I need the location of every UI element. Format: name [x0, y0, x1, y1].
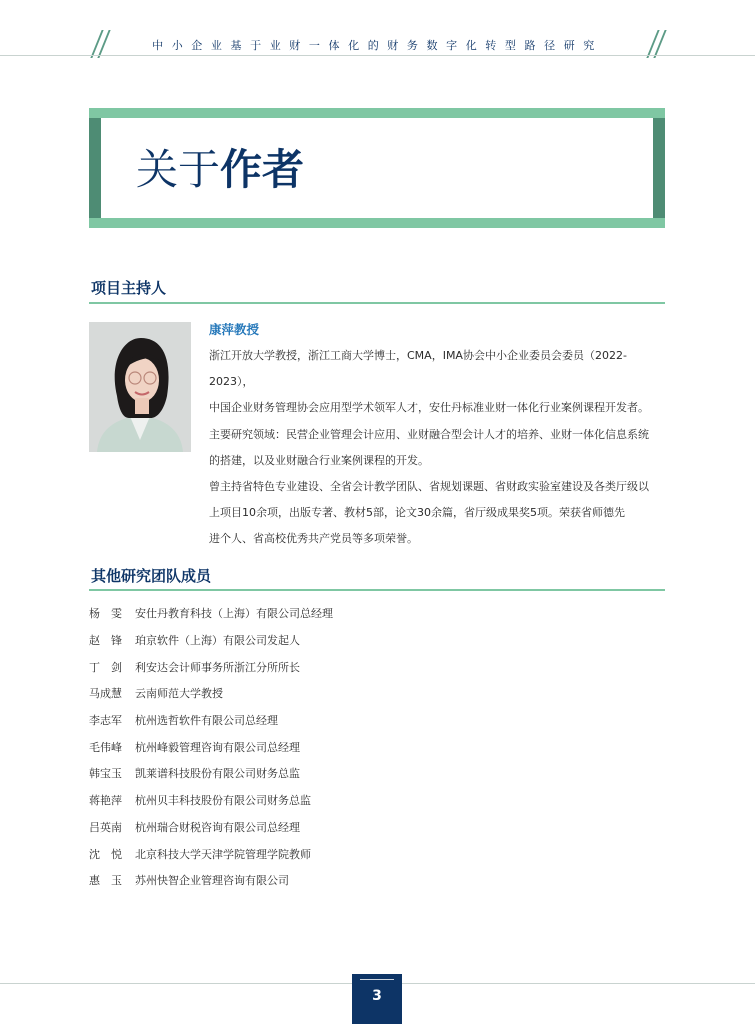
page-number-badge: [352, 974, 402, 1024]
member-title: 凯莱谱科技股份有限公司财务总监: [135, 767, 300, 781]
member-title: 利安达会计师事务所浙江分所所长: [135, 660, 300, 674]
title-frame-bottom-bar: [89, 218, 665, 228]
team-member-item: [89, 627, 649, 654]
page-title-regular: 关于: [136, 145, 221, 194]
team-member-item: [89, 760, 649, 787]
header-slash-right-icon: [646, 30, 666, 58]
member-name: 杨 雯: [89, 607, 122, 621]
team-member-item: [89, 733, 649, 760]
team-member-item: [89, 600, 649, 627]
member-name: 惠 玉: [89, 874, 122, 888]
member-title: 安仕丹教育科技（上海）有限公司总经理: [135, 607, 333, 621]
title-frame: [89, 108, 665, 228]
author-photo: [89, 322, 191, 452]
team-member-item: [89, 787, 649, 814]
author-bio-line: 的搭建，以及业财融合行业案例课程的开发。: [209, 453, 429, 467]
member-title: 杭州瑞合财税咨询有限公司总经理: [135, 820, 300, 834]
member-name: 沈 悦: [89, 847, 122, 861]
page-title: [136, 144, 304, 196]
author-bio-line: 中国企业财务管理协会应用型学术领军人才，安仕丹标准业财一体化行业案例课程开发者。: [209, 401, 649, 415]
member-name: 赵 锋: [89, 634, 122, 648]
member-title: 杭州选哲软件有限公司总经理: [135, 714, 278, 728]
title-frame-left-bar: [89, 118, 101, 218]
author-bio-line: 上项目10余项，出版专著、教材5部，论文30余篇，省厅级成果奖5项。荣获省师德先: [209, 506, 625, 520]
title-frame-right-bar: [653, 118, 665, 218]
author-bio-line: 进个人、省高校优秀共产党员等多项荣誉。: [209, 532, 418, 546]
team-section-heading: 其他研究团队成员: [91, 567, 212, 585]
page-number: 3: [372, 988, 382, 1004]
member-name: 韩宝玉: [89, 767, 122, 781]
author-name: 康萍教授: [209, 322, 260, 337]
member-name: 毛伟峰: [89, 740, 122, 754]
team-member-item: [89, 680, 649, 707]
team-section-divider: [89, 589, 665, 591]
author-bio-line: 曾主持省特色专业建设、全省会计教学团队、省规划课题、省财政实验室建设及各类厅级以: [209, 480, 649, 494]
team-member-item: [89, 840, 649, 867]
member-name: 蒋艳萍: [89, 794, 122, 808]
page-title-bold: 作者: [220, 145, 305, 194]
team-member-item: [89, 653, 649, 680]
lead-section-heading: 项目主持人: [91, 279, 167, 297]
member-name: 吕英南: [89, 820, 122, 834]
member-title: 杭州峰毅管理咨询有限公司总经理: [135, 740, 300, 754]
title-frame-top-bar: [89, 108, 665, 118]
author-bio-line: 浙江开放大学教授，浙江工商大学博士，CMA，IMA协会中小企业委员会委员（2022-2023），: [209, 349, 627, 389]
team-member-item: [89, 707, 649, 734]
lead-section-divider: [89, 302, 665, 304]
team-member-list: [89, 600, 649, 894]
author-bio-line: 主要研究领域：民营企业管理会计应用、业财融合型会计人才的培养、业财一体化信息系统: [209, 427, 649, 441]
running-header-title: 中小企业基于业财一体化的财务数字化转型路径研究: [152, 39, 603, 52]
member-title: 珀京软件（上海）有限公司发起人: [135, 634, 300, 648]
header-divider: [0, 55, 755, 56]
member-name: 李志军: [89, 714, 122, 728]
member-title: 苏州快智企业管理咨询有限公司: [135, 874, 289, 888]
member-name: 丁 剑: [89, 660, 122, 674]
member-title: 北京科技大学天津学院管理学院教师: [135, 847, 311, 861]
member-title: 杭州贝丰科技股份有限公司财务总监: [135, 794, 311, 808]
author-bio: [209, 343, 667, 553]
page-number-rule: [360, 979, 394, 980]
author-portrait-icon: [89, 322, 191, 452]
member-name: 马成慧: [89, 687, 122, 701]
member-title: 云南师范大学教授: [135, 687, 223, 701]
team-member-item: [89, 814, 649, 841]
team-member-item: [89, 867, 649, 894]
